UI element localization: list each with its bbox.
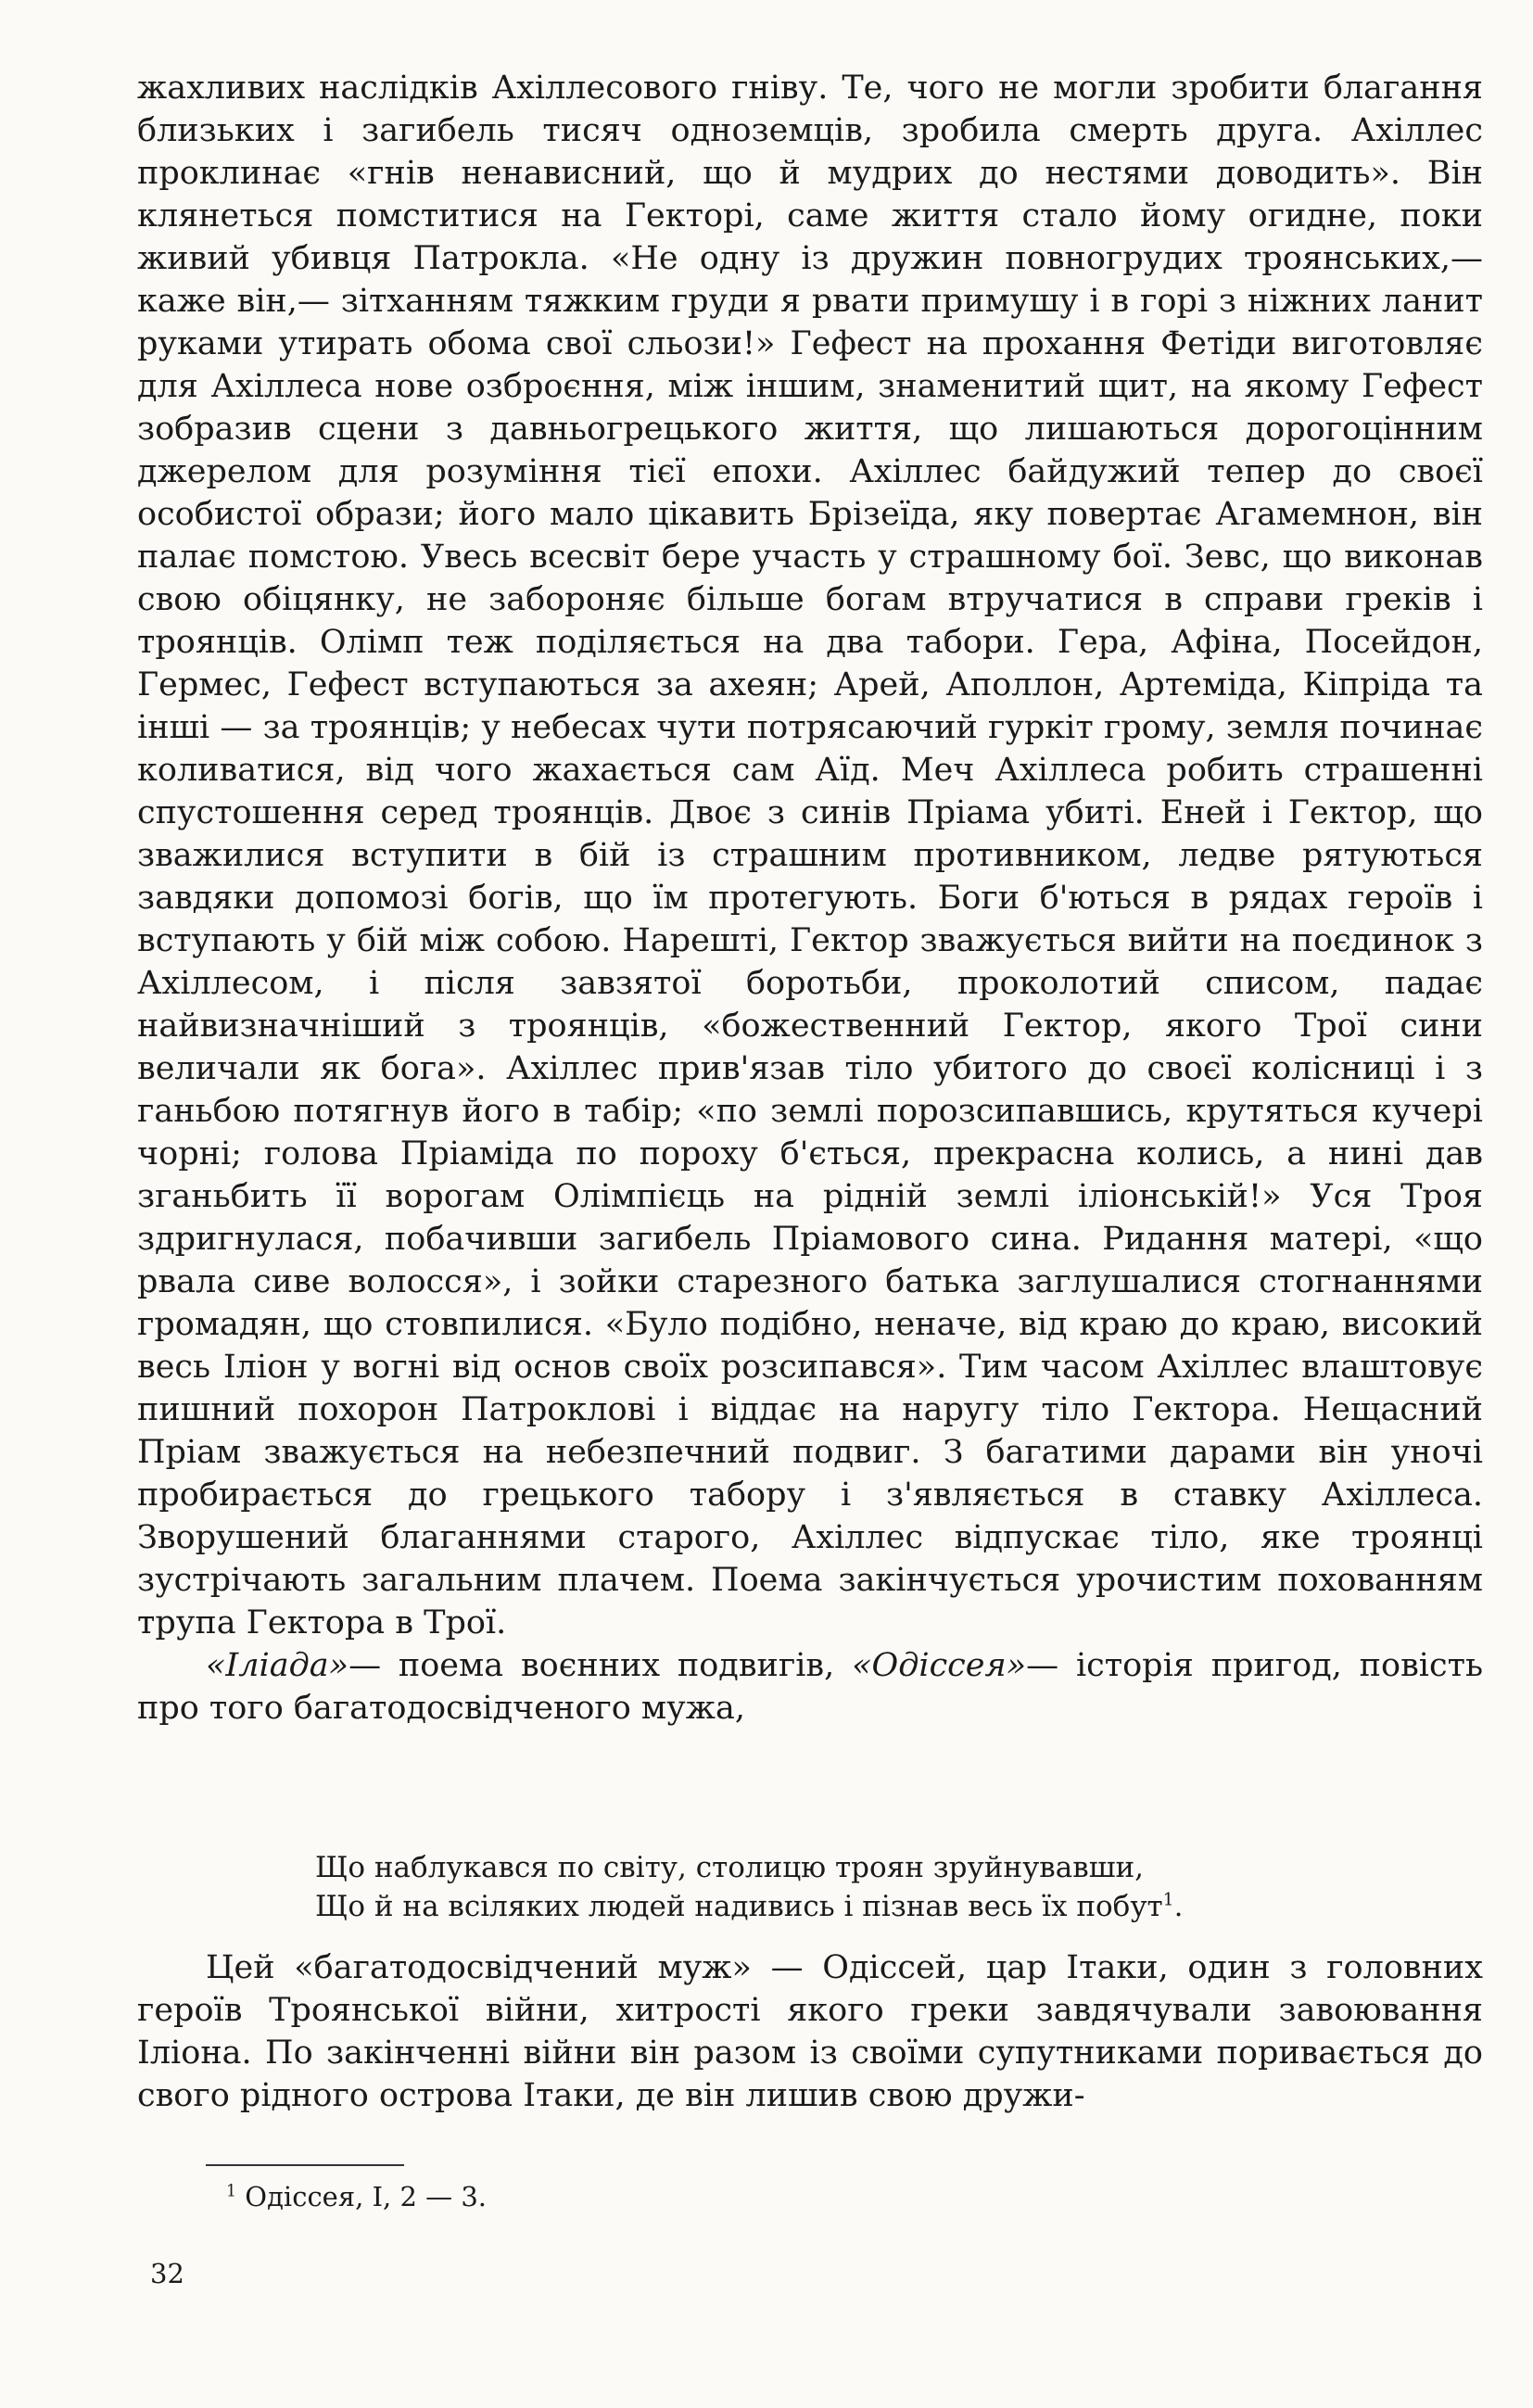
verse-line-text: Що й на всіляких людей надивись і пізнав весь їх побут [315,1890,1163,1923]
footnote [226,2180,487,2213]
paragraph-odysseus: Цей «багатодосвідчений муж» — Одіссей, цар Ітаки, один з головних героїв Троянської війни, хитрості якого греки завдячували завоювання Іліона. По закінченні війни він разом із своїми супутниками поривається до свого рідного острова Ітаки, де він лишив свою дружи- [137,1949,1483,2114]
verse-quote [315,1848,1474,1926]
iliad-title: «Іліада» [206,1647,349,1684]
verse-line: Що наблукався по світу, столицю троян зруйнувавши, [315,1851,1145,1884]
paragraph-iliad-odyssey-intro [137,1644,1483,1730]
main-text-block [137,67,1483,1730]
odyssey-description: — історія пригод, повість про того багатодосвідченого мужа, [137,1647,1483,1727]
paragraph-iliad-summary: жахливих наслідків Ахіллесового гніву. Те, чого не могли зробити благання близьких і загибель тисяч одноземців, зробила смерть друга. Ахіллес проклинає «гнів ненависний, що й мудрих до нестями доводить». Він клянеться помститися на Гекторі, саме життя стало йому огидне, поки живий убивця Патрокла. «Не одну із дружин повногрудих троянських,— каже він,— зітханням тяжким груди я рвати примушу і в горі з ніжних ланит руками утирать обома свої сльози!» Гефест на прохання Фетіди виготовляє для Ахіллеса нове озброєння, між іншим, знаменитий щит, на якому Гефест зобразив сцени з давньогрецького життя, що лишаються дорогоцінним джерелом для розуміння тієї епохи. Ахіллес байдужий тепер до своєї особистої образи; його мало цікавить Брізеїда, яку повертає Агамемнон, він палає помстою. Увесь всесвіт бере участь у страшному бої. Зевс, що виконав свою обіцянку, не забороняє більше богам втручатися в справи греків і троянців. Олімп теж поділяється на два табори. Гера, Афіна, Посейдон, Гермес, Гефест вступаються за ахеян; Арей, Аполлон, Артеміда, Кіпріда та інші — за троянців; у небесах чути потрясаючий гуркіт грому, земля починає коливатися, від чого жахається сам Аїд. Меч Ахіллеса робить страшенні спустошення серед троянців. Двоє з синів Пріама убиті. Еней і Гектор, що зважилися вступити в бій із страшним противником, ледве рятуються завдяки допомозі богів, що їм протегують. Боги б'ються в рядах героїв і вступають у бій між собою. Нарешті, Гектор зважується вийти на поєдинок з Ахіллесом, і після завзятої боротьби, проколотий списом, падає найвизначніший з троянців, «божественний Гектор, якого Трої сини величали як бога». Ахіллес прив'язав тіло убитого до своєї колісниці і з ганьбою потягнув його в табір; «по землі порозсипавшись, крутяться кучері чорні; голова Пріаміда по пороху б'ється, прекрасна колись, а нині дав зганьбить її ворогам Олімпієць на рідній землі іліонській!» Уся Троя здригнулася, побачивши загибель Пріамового сина. Ридання матері, «що рвала сиве волосся», і зойки старезного батька заглушалися стогнаннями громадян, що стовпилися. «Було подібно, неначе, від краю до краю, високий весь Іліон у вогні від основ своїх розсипався». Тим часом Ахіллес влаштовує пишний похорон Патроклові і віддає на наругу тіло Гектора. Нещасний Пріам зважується на небезпечний подвиг. З багатими дарами він уночі пробирається до грецького табору і з'являється в ставку Ахіллеса. Зворушений благаннями старого, Ахіллес відпускає тіло, яке троянці зустрічають загальним плачем. Поема закінчується урочистим похованням трупа Гектора в Трої. [137,70,1483,1641]
footnote-text: Одіссея, I, 2 — 3. [236,2181,488,2212]
page-number: 32 [150,2258,184,2289]
after-verse-text [137,1946,1483,2117]
footnote-reference: 1 [1162,1890,1174,1910]
iliad-description: — поема воєнних подвигів, [348,1647,853,1684]
footnote-divider [206,2164,404,2166]
odyssey-title: «Одіссея» [852,1647,1027,1684]
verse-line: Що й на всіляких людей надивись і пізнав весь їх побут$^1$. [315,1890,1184,1923]
footnote-mark: 1 [226,2182,237,2201]
